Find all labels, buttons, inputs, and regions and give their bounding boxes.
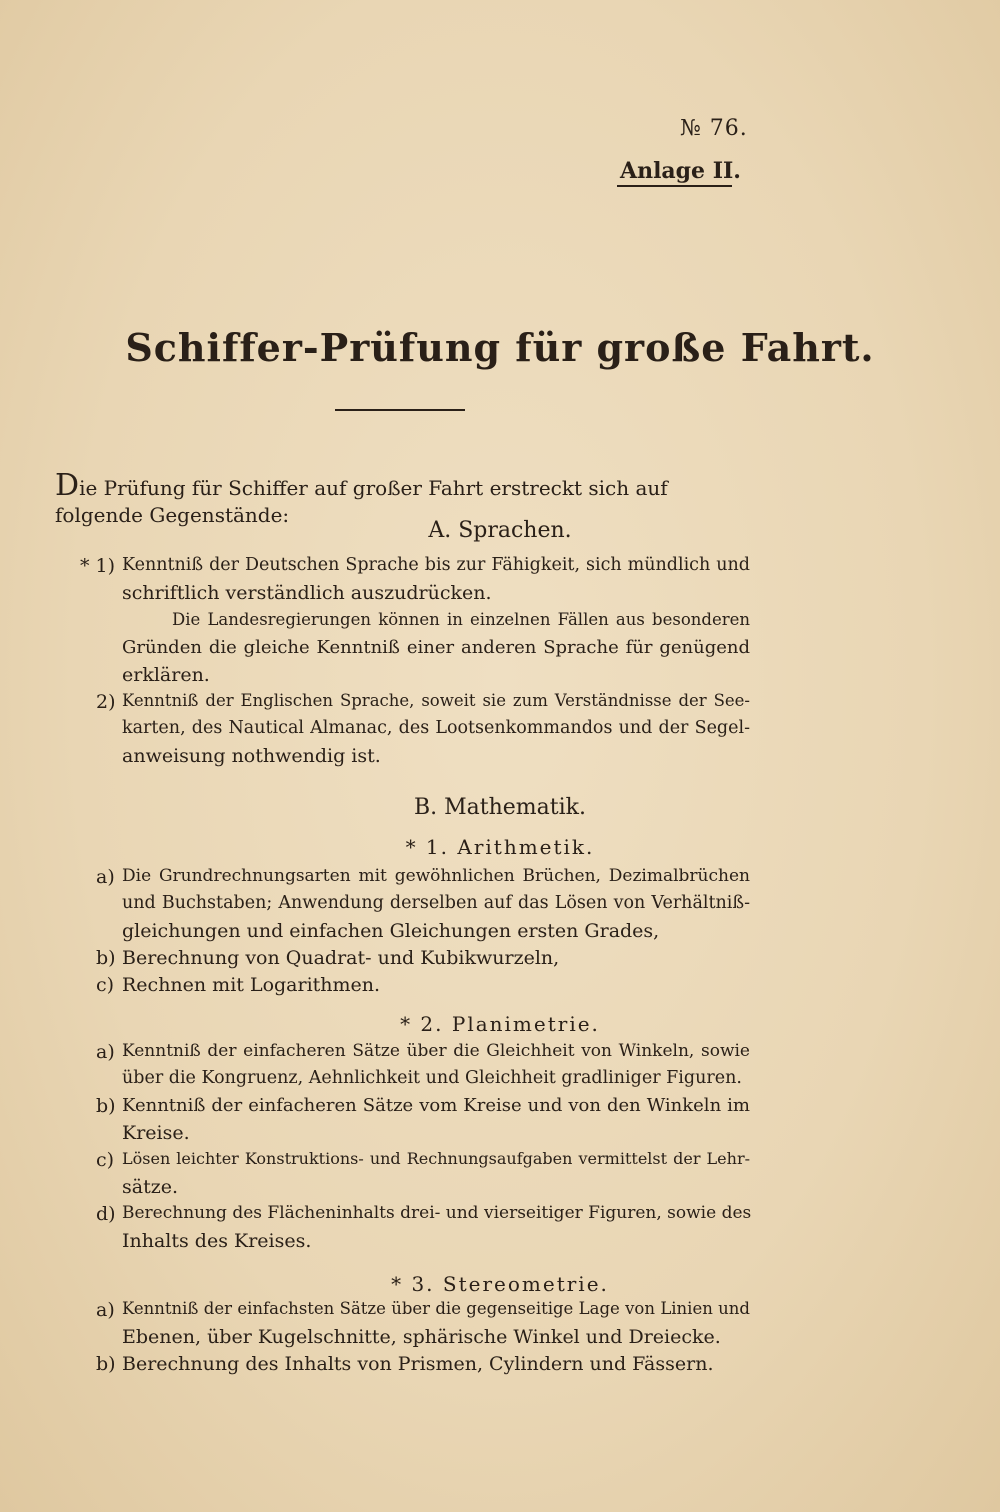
text-line: Gründen die gleiche Kenntniß einer anderen Sprache für genügend: [122, 637, 750, 658]
title-divider: [335, 409, 465, 411]
item-label: a): [96, 866, 115, 888]
text-line: erklären.: [122, 664, 210, 686]
intro-text: ie Prüfung für Schiffer auf großer Fahrt erstreckt sich auf folgende Gegenstände:: [55, 476, 668, 527]
page-number: № 76.: [680, 116, 748, 141]
annex-label: Anlage II.: [620, 158, 741, 184]
section-heading-b: B. Mathematik.: [413, 795, 586, 820]
text-line: Die Grundrechnungsarten mit gewöhnlichen Brüchen, Dezimalbrüchen: [122, 866, 750, 886]
text-line: Rechnen mit Logarithmen.: [122, 974, 381, 996]
text-line: Berechnung des Inhalts von Prismen, Cylindern und Fässern.: [122, 1353, 714, 1375]
subsection-heading: * 3. Stereometrie.: [391, 1272, 609, 1296]
text-line: anweisung nothwendig ist.: [122, 745, 381, 767]
text-line: sätze.: [122, 1176, 179, 1198]
item-label: b): [96, 947, 116, 969]
text-line: und Buchstaben; Anwendung derselben auf das Lösen von Verhältniß-: [122, 893, 750, 913]
text-line: Kreise.: [122, 1122, 190, 1144]
text-line: Berechnung von Quadrat- und Kubikwurzeln,: [122, 947, 560, 969]
item-label: c): [96, 1149, 115, 1171]
text-line: Die Landesregierungen können in einzelnen Fällen aus besonderen: [172, 610, 750, 629]
text-line: Kenntniß der einfacheren Sätze vom Kreise und von den Winkeln im: [122, 1095, 750, 1116]
text-line: Inhalts des Kreises.: [122, 1230, 312, 1252]
item-label: a): [96, 1299, 115, 1321]
text-line: karten, des Nautical Almanac, des Lootsenkommandos und der Segel-: [122, 718, 750, 738]
text-line: Kenntniß der Englischen Sprache, soweit sie zum Verständnisse der See-: [122, 691, 750, 710]
drop-initial: D: [55, 468, 80, 503]
text-line: gleichungen und einfachen Gleichungen ersten Grades,: [122, 920, 660, 942]
text-line: Kenntniß der Deutschen Sprache bis zur Fähigkeit, sich mündlich und: [122, 555, 750, 575]
subsection-heading: * 2. Planimetrie.: [400, 1012, 600, 1036]
text-line: über die Kongruenz, Aehnlichkeit und Gleichheit gradliniger Figuren.: [122, 1068, 742, 1088]
item-label: b): [96, 1095, 116, 1117]
text-line: Berechnung des Flächeninhalts drei- und vierseitiger Figuren, sowie des: [122, 1203, 752, 1223]
item-label: b): [96, 1353, 116, 1375]
annex-underline: [617, 185, 732, 187]
text-line: Ebenen, über Kugelschnitte, sphärische Winkel und Dreiecke.: [122, 1326, 721, 1348]
item-label: d): [96, 1203, 116, 1225]
item-label: 2): [96, 691, 116, 713]
subsection-heading: * 1. Arithmetik.: [405, 835, 595, 859]
item-label: * 1): [80, 555, 116, 577]
section-heading-a: A. Sprachen.: [428, 518, 572, 543]
item-label: c): [96, 974, 115, 996]
text-line: schriftlich verständlich auszudrücken.: [122, 582, 492, 604]
text-line: Kenntniß der einfacheren Sätze über die Gleichheit von Winkeln, sowie: [122, 1041, 750, 1061]
page-title: Schiffer-Prüfung für große Fahrt.: [125, 325, 875, 370]
text-line: Kenntniß der einfachsten Sätze über die gegenseitige Lage von Linien und: [122, 1299, 750, 1318]
text-line: Lösen leichter Konstruktions- und Rechnungsaufgaben vermittelst der Lehr-: [122, 1149, 750, 1168]
item-label: a): [96, 1041, 115, 1063]
